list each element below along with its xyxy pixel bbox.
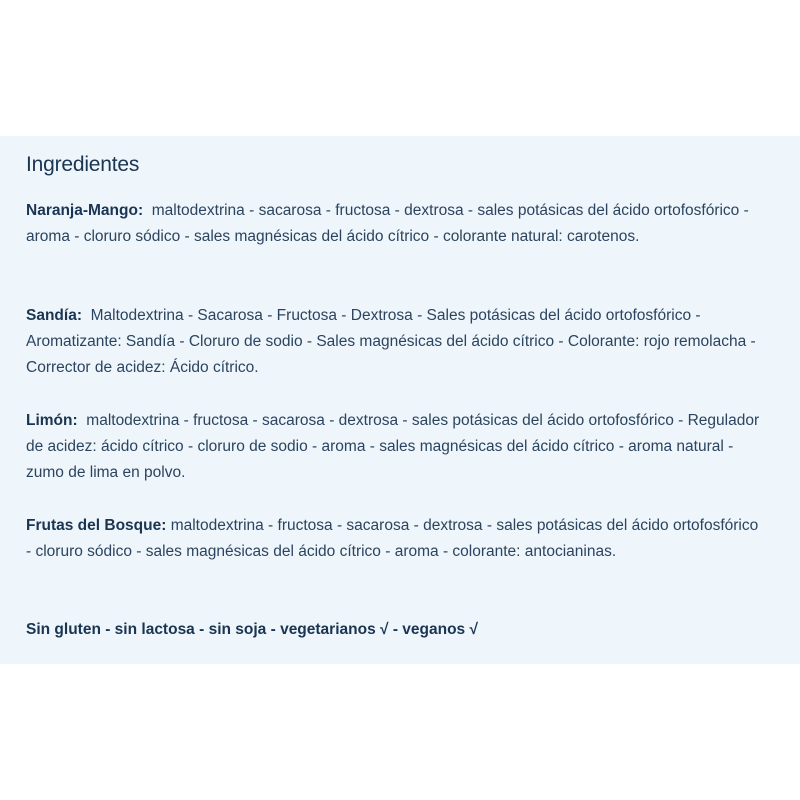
ingredient-list: maltodextrina - fructosa - sacarosa - dextrosa - sales potásicas del ácido ortofosfórico - Regulador de acidez: ácido cítrico - cloruro de sodio - aroma - sales magnésicas del ácido cítrico - aroma natural - zumo de lima en polvo. (26, 412, 760, 481)
ingredients-panel (0, 136, 800, 664)
ingredient-entry-naranja-mango (26, 198, 766, 250)
ingredient-list: Maltodextrina - Sacarosa - Fructosa - Dextrosa - Sales potásicas del ácido ortofosfórico - Aromatizante: Sandía - Cloruro de sodio - Sales magnésicas del ácido cítrico - Colorante: rojo remolacha - Corrector de acidez: Ácido cítrico. (26, 307, 756, 376)
dietary-info: Sin gluten - sin lactosa - sin soja - vegetarianos √ - veganos √ (26, 621, 478, 638)
ingredient-list: maltodextrina - fructosa - sacarosa - dextrosa - sales potásicas del ácido ortofosfórico - cloruro sódico - sales magnésicas del ácido cítrico - aroma - colorante: antocianinas. (26, 517, 759, 560)
ingredient-entry-limon (26, 408, 766, 486)
section-title: Ingredientes (26, 153, 140, 176)
flavor-name: Sandía: (26, 307, 82, 324)
ingredient-list: maltodextrina - sacarosa - fructosa - dextrosa - sales potásicas del ácido ortofosfórico - aroma - cloruro sódico - sales magnésicas del ácido cítrico - colorante natural: carotenos. (26, 202, 749, 245)
flavor-name: Limón: (26, 412, 78, 429)
ingredient-entry-frutas-del-bosque (26, 513, 766, 565)
ingredient-entry-sandia (26, 303, 766, 381)
flavor-name: Frutas del Bosque: (26, 517, 167, 534)
flavor-name: Naranja-Mango: (26, 202, 144, 219)
